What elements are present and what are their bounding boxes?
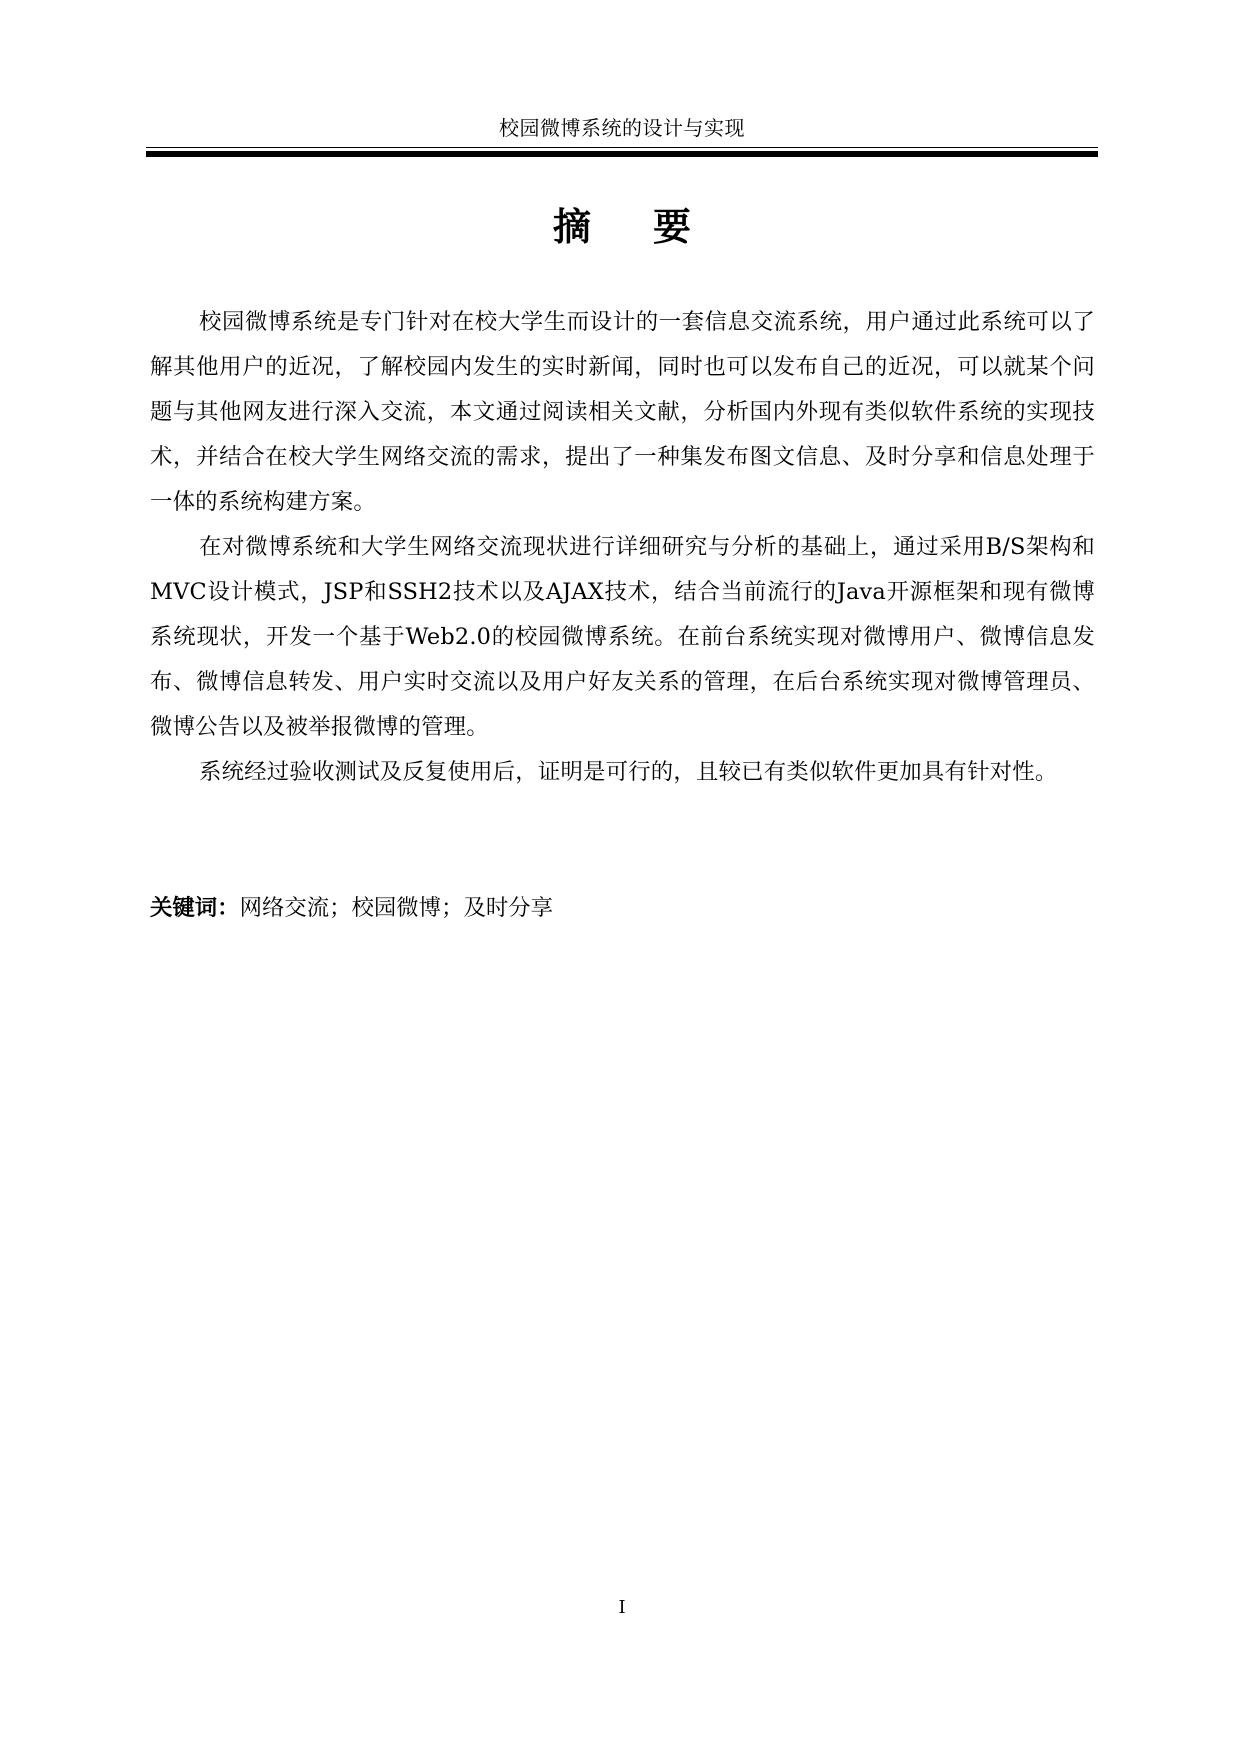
keywords-value: 网络交流；校园微博；及时分享	[239, 895, 554, 921]
abstract-title: 摘要	[552, 205, 753, 249]
page-number: I	[618, 1597, 626, 1618]
abstract-paragraph-2: 在对微博系统和大学生网络交流现状进行详细研究与分析的基础上，通过采用B/S架构和MVC设计模式，JSP和SSH2技术以及AJAX技术，结合当前流行的Java开源框架和现有微博系统现状，开发一个基于Web2.0的校园微博系统。在前台系统实现对微博用户、微博信息发布、微博信息转发、用户实时交流以及用户好友关系的管理，在后台系统实现对微博管理员、微博公告以及被举报微博的管理。	[150, 534, 1095, 740]
header-rule-thin	[146, 147, 1098, 148]
keywords-label: 关键词：	[150, 895, 240, 921]
abstract-paragraph-3: 系统经过验收测试及反复使用后，证明是可行的，且较已有类似软件更加具有针对性。	[199, 759, 1058, 785]
keywords-line	[150, 888, 553, 928]
header-rule-thick	[146, 151, 1098, 157]
running-header: 校园微博系统的设计与实现	[499, 116, 745, 140]
abstract-paragraph-1: 校园微博系统是专门针对在校大学生而设计的一套信息交流系统，用户通过此系统可以了解其他用户的近况，了解校园内发生的实时新闻，同时也可以发布自己的近况，可以就某个问题与其他网友进行深入交流，本文通过阅读相关文献，分析国内外现有类似软件系统的实现技术，并结合在校大学生网络交流的需求，提出了一种集发布图文信息、及时分享和信息处理于一体的系统构建方案。	[150, 309, 1095, 515]
abstract-body	[150, 300, 1095, 795]
